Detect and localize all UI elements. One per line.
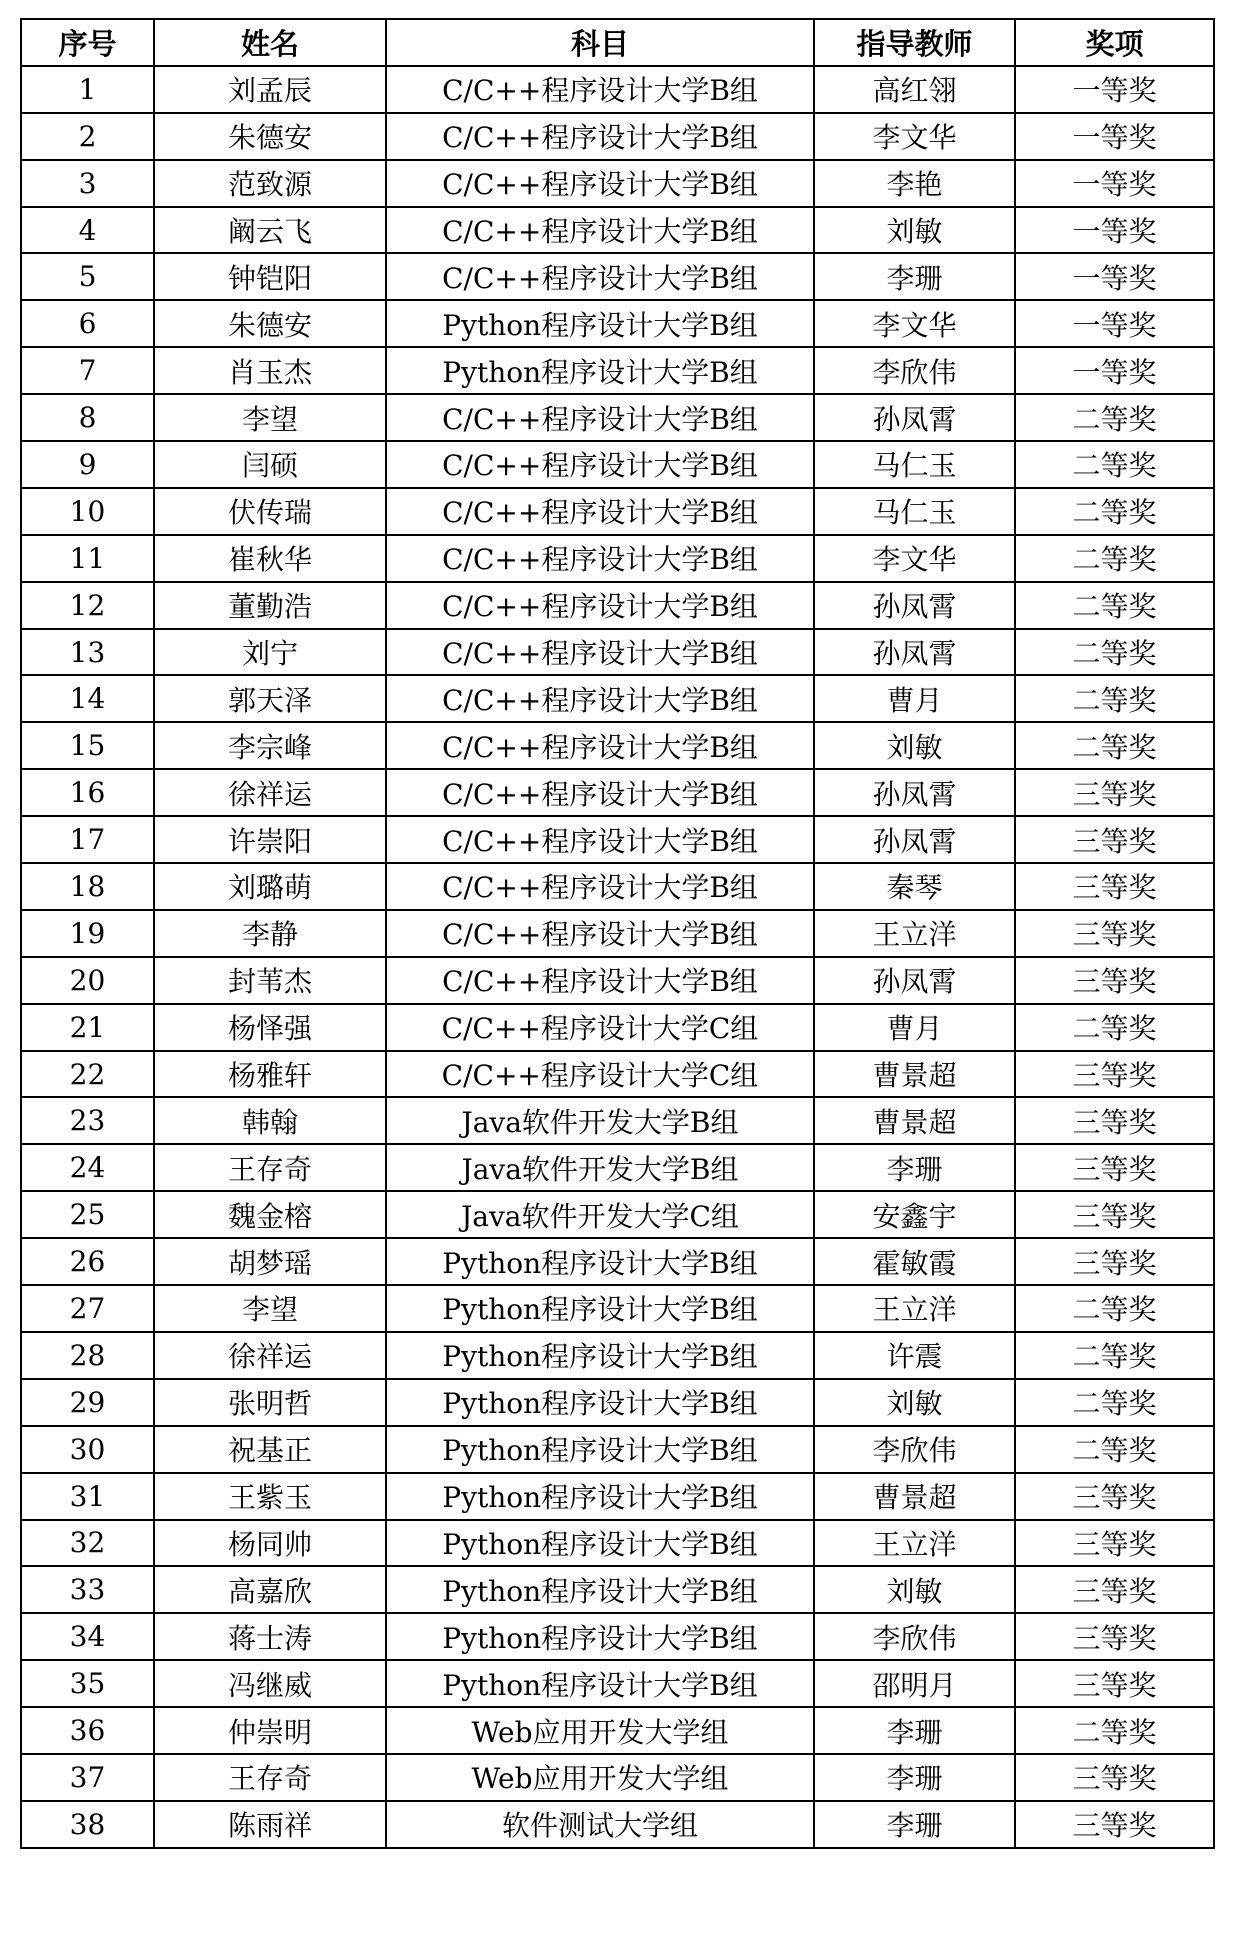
cell-serial-number: 6: [21, 300, 154, 347]
header-advisor: 指导教师: [814, 19, 1015, 66]
cell-subject: Python程序设计大学B组: [386, 1520, 814, 1567]
cell-subject: C/C++程序设计大学B组: [386, 910, 814, 957]
cell-serial-number: 30: [21, 1426, 154, 1473]
cell-serial-number: 2: [21, 113, 154, 160]
cell-serial-number: 11: [21, 535, 154, 582]
cell-name: 朱德安: [154, 113, 386, 160]
cell-award: 三等奖: [1015, 769, 1214, 816]
cell-serial-number: 12: [21, 582, 154, 629]
table-row: [21, 675, 1214, 722]
cell-award: 三等奖: [1015, 1566, 1214, 1613]
table-row: [21, 394, 1214, 441]
header-row: [21, 19, 1214, 66]
table-row: [21, 910, 1214, 957]
cell-serial-number: 28: [21, 1332, 154, 1379]
cell-advisor: 李文华: [814, 113, 1015, 160]
cell-subject: C/C++程序设计大学B组: [386, 722, 814, 769]
cell-name: 董勤浩: [154, 582, 386, 629]
cell-advisor: 孙凤霄: [814, 629, 1015, 676]
cell-advisor: 孙凤霄: [814, 816, 1015, 863]
cell-award: 一等奖: [1015, 347, 1214, 394]
cell-serial-number: 25: [21, 1191, 154, 1238]
cell-serial-number: 15: [21, 722, 154, 769]
cell-serial-number: 16: [21, 769, 154, 816]
cell-name: 肖玉杰: [154, 347, 386, 394]
table-row: [21, 1144, 1214, 1191]
cell-subject: Java软件开发大学B组: [386, 1097, 814, 1144]
table-row: [21, 347, 1214, 394]
cell-subject: C/C++程序设计大学C组: [386, 1004, 814, 1051]
cell-award: 二等奖: [1015, 1426, 1214, 1473]
table-row: [21, 1613, 1214, 1660]
table-row: [21, 1379, 1214, 1426]
cell-award: 二等奖: [1015, 722, 1214, 769]
cell-serial-number: 1: [21, 66, 154, 113]
cell-name: 封苇杰: [154, 957, 386, 1004]
cell-subject: C/C++程序设计大学B组: [386, 629, 814, 676]
table-row: [21, 1332, 1214, 1379]
cell-serial-number: 5: [21, 253, 154, 300]
cell-award: 二等奖: [1015, 488, 1214, 535]
table-row: [21, 1097, 1214, 1144]
cell-award: 三等奖: [1015, 816, 1214, 863]
table-body: [21, 66, 1214, 1848]
cell-serial-number: 8: [21, 394, 154, 441]
cell-advisor: 秦琴: [814, 863, 1015, 910]
table-row: [21, 1801, 1214, 1848]
cell-name: 冯继威: [154, 1660, 386, 1707]
cell-subject: C/C++程序设计大学B组: [386, 535, 814, 582]
cell-advisor: 刘敏: [814, 1566, 1015, 1613]
cell-name: 阚云飞: [154, 207, 386, 254]
cell-subject: Python程序设计大学B组: [386, 1613, 814, 1660]
cell-advisor: 刘敏: [814, 1379, 1015, 1426]
cell-advisor: 李珊: [814, 1754, 1015, 1801]
cell-serial-number: 23: [21, 1097, 154, 1144]
cell-award: 二等奖: [1015, 394, 1214, 441]
table-row: [21, 1051, 1214, 1098]
cell-subject: C/C++程序设计大学B组: [386, 113, 814, 160]
cell-advisor: 孙凤霄: [814, 582, 1015, 629]
table-row: [21, 535, 1214, 582]
cell-award: 二等奖: [1015, 1285, 1214, 1332]
cell-subject: Python程序设计大学B组: [386, 347, 814, 394]
cell-serial-number: 37: [21, 1754, 154, 1801]
cell-serial-number: 21: [21, 1004, 154, 1051]
table-row: [21, 113, 1214, 160]
cell-award: 三等奖: [1015, 1191, 1214, 1238]
cell-award: 三等奖: [1015, 1097, 1214, 1144]
table-row: [21, 1004, 1214, 1051]
cell-advisor: 王立洋: [814, 1520, 1015, 1567]
cell-subject: Python程序设计大学B组: [386, 1285, 814, 1332]
cell-serial-number: 22: [21, 1051, 154, 1098]
cell-serial-number: 27: [21, 1285, 154, 1332]
cell-advisor: 霍敏霞: [814, 1238, 1015, 1285]
table-row: [21, 582, 1214, 629]
cell-advisor: 李珊: [814, 1144, 1015, 1191]
cell-advisor: 李欣伟: [814, 1613, 1015, 1660]
table-row: [21, 722, 1214, 769]
cell-name: 郭天泽: [154, 675, 386, 722]
cell-subject: 软件测试大学组: [386, 1801, 814, 1848]
cell-name: 许崇阳: [154, 816, 386, 863]
cell-award: 一等奖: [1015, 66, 1214, 113]
cell-award: 一等奖: [1015, 207, 1214, 254]
table-row: [21, 253, 1214, 300]
cell-serial-number: 29: [21, 1379, 154, 1426]
cell-serial-number: 36: [21, 1707, 154, 1754]
cell-subject: Java软件开发大学B组: [386, 1144, 814, 1191]
cell-name: 杨怿强: [154, 1004, 386, 1051]
table-row: [21, 1566, 1214, 1613]
cell-advisor: 王立洋: [814, 1285, 1015, 1332]
cell-name: 伏传瑞: [154, 488, 386, 535]
cell-advisor: 李珊: [814, 1801, 1015, 1848]
table-row: [21, 300, 1214, 347]
cell-serial-number: 38: [21, 1801, 154, 1848]
cell-subject: C/C++程序设计大学B组: [386, 160, 814, 207]
cell-serial-number: 24: [21, 1144, 154, 1191]
cell-award: 二等奖: [1015, 1332, 1214, 1379]
table-row: [21, 207, 1214, 254]
cell-award: 三等奖: [1015, 1520, 1214, 1567]
cell-name: 李静: [154, 910, 386, 957]
cell-subject: C/C++程序设计大学B组: [386, 863, 814, 910]
table-row: [21, 1285, 1214, 1332]
cell-name: 李望: [154, 394, 386, 441]
cell-subject: Python程序设计大学B组: [386, 1660, 814, 1707]
cell-advisor: 许震: [814, 1332, 1015, 1379]
cell-award: 三等奖: [1015, 1660, 1214, 1707]
cell-name: 魏金榕: [154, 1191, 386, 1238]
cell-subject: Python程序设计大学B组: [386, 1566, 814, 1613]
cell-serial-number: 19: [21, 910, 154, 957]
cell-serial-number: 3: [21, 160, 154, 207]
cell-advisor: 李欣伟: [814, 347, 1015, 394]
cell-advisor: 邵明月: [814, 1660, 1015, 1707]
table-row: [21, 1238, 1214, 1285]
cell-name: 王存奇: [154, 1144, 386, 1191]
cell-name: 王存奇: [154, 1754, 386, 1801]
cell-serial-number: 20: [21, 957, 154, 1004]
cell-subject: Web应用开发大学组: [386, 1754, 814, 1801]
cell-serial-number: 10: [21, 488, 154, 535]
cell-advisor: 马仁玉: [814, 488, 1015, 535]
cell-advisor: 曹月: [814, 675, 1015, 722]
cell-advisor: 曹景超: [814, 1473, 1015, 1520]
table-row: [21, 863, 1214, 910]
cell-award: 三等奖: [1015, 1801, 1214, 1848]
cell-award: 三等奖: [1015, 863, 1214, 910]
cell-subject: C/C++程序设计大学B组: [386, 441, 814, 488]
cell-award: 一等奖: [1015, 300, 1214, 347]
cell-award: 三等奖: [1015, 1144, 1214, 1191]
cell-name: 祝基正: [154, 1426, 386, 1473]
header-name: 姓名: [154, 19, 386, 66]
cell-subject: C/C++程序设计大学B组: [386, 582, 814, 629]
cell-subject: C/C++程序设计大学B组: [386, 253, 814, 300]
table-row: [21, 816, 1214, 863]
table-row: [21, 441, 1214, 488]
cell-advisor: 刘敏: [814, 722, 1015, 769]
cell-name: 钟铠阳: [154, 253, 386, 300]
table-row: [21, 66, 1214, 113]
cell-serial-number: 33: [21, 1566, 154, 1613]
cell-serial-number: 34: [21, 1613, 154, 1660]
cell-advisor: 曹月: [814, 1004, 1015, 1051]
cell-advisor: 李珊: [814, 253, 1015, 300]
cell-award: 一等奖: [1015, 253, 1214, 300]
cell-award: 三等奖: [1015, 1051, 1214, 1098]
cell-subject: Python程序设计大学B组: [386, 1473, 814, 1520]
cell-advisor: 李文华: [814, 535, 1015, 582]
cell-serial-number: 31: [21, 1473, 154, 1520]
cell-name: 徐祥运: [154, 769, 386, 816]
cell-name: 李宗峰: [154, 722, 386, 769]
table-row: [21, 488, 1214, 535]
cell-advisor: 李文华: [814, 300, 1015, 347]
cell-serial-number: 9: [21, 441, 154, 488]
cell-advisor: 王立洋: [814, 910, 1015, 957]
cell-name: 崔秋华: [154, 535, 386, 582]
cell-subject: Python程序设计大学B组: [386, 1238, 814, 1285]
cell-advisor: 安鑫宇: [814, 1191, 1015, 1238]
cell-award: 三等奖: [1015, 957, 1214, 1004]
cell-subject: C/C++程序设计大学B组: [386, 488, 814, 535]
cell-name: 杨同帅: [154, 1520, 386, 1567]
cell-award: 三等奖: [1015, 1754, 1214, 1801]
cell-award: 二等奖: [1015, 441, 1214, 488]
cell-serial-number: 14: [21, 675, 154, 722]
cell-name: 王紫玉: [154, 1473, 386, 1520]
table-row: [21, 769, 1214, 816]
cell-subject: C/C++程序设计大学B组: [386, 675, 814, 722]
cell-subject: C/C++程序设计大学B组: [386, 394, 814, 441]
cell-subject: C/C++程序设计大学B组: [386, 66, 814, 113]
header-serial-number: 序号: [21, 19, 154, 66]
table-row: [21, 1191, 1214, 1238]
cell-name: 刘璐萌: [154, 863, 386, 910]
cell-subject: C/C++程序设计大学C组: [386, 1051, 814, 1098]
cell-name: 朱德安: [154, 300, 386, 347]
cell-serial-number: 7: [21, 347, 154, 394]
cell-subject: Python程序设计大学B组: [386, 1379, 814, 1426]
cell-award: 三等奖: [1015, 1613, 1214, 1660]
cell-award: 二等奖: [1015, 1707, 1214, 1754]
cell-award: 一等奖: [1015, 160, 1214, 207]
cell-award: 二等奖: [1015, 675, 1214, 722]
cell-advisor: 李艳: [814, 160, 1015, 207]
cell-advisor: 刘敏: [814, 207, 1015, 254]
cell-advisor: 高红翎: [814, 66, 1015, 113]
cell-subject: Python程序设计大学B组: [386, 1332, 814, 1379]
cell-subject: C/C++程序设计大学B组: [386, 957, 814, 1004]
cell-name: 张明哲: [154, 1379, 386, 1426]
header-subject: 科目: [386, 19, 814, 66]
cell-serial-number: 18: [21, 863, 154, 910]
cell-award: 三等奖: [1015, 1473, 1214, 1520]
cell-advisor: 孙凤霄: [814, 769, 1015, 816]
table-row: [21, 957, 1214, 1004]
cell-advisor: 李欣伟: [814, 1426, 1015, 1473]
cell-award: 二等奖: [1015, 1004, 1214, 1051]
cell-name: 陈雨祥: [154, 1801, 386, 1848]
cell-subject: C/C++程序设计大学B组: [386, 769, 814, 816]
cell-award: 二等奖: [1015, 582, 1214, 629]
table-row: [21, 1520, 1214, 1567]
header-award: 奖项: [1015, 19, 1214, 66]
cell-name: 仲崇明: [154, 1707, 386, 1754]
cell-subject: Java软件开发大学C组: [386, 1191, 814, 1238]
cell-name: 范致源: [154, 160, 386, 207]
cell-name: 刘孟辰: [154, 66, 386, 113]
cell-subject: C/C++程序设计大学B组: [386, 207, 814, 254]
cell-serial-number: 4: [21, 207, 154, 254]
table-row: [21, 1426, 1214, 1473]
cell-name: 徐祥运: [154, 1332, 386, 1379]
cell-serial-number: 32: [21, 1520, 154, 1567]
cell-award: 三等奖: [1015, 910, 1214, 957]
cell-advisor: 孙凤霄: [814, 957, 1015, 1004]
cell-advisor: 马仁玉: [814, 441, 1015, 488]
cell-name: 刘宁: [154, 629, 386, 676]
cell-name: 蒋士涛: [154, 1613, 386, 1660]
cell-award: 二等奖: [1015, 535, 1214, 582]
cell-advisor: 李珊: [814, 1707, 1015, 1754]
cell-name: 杨雅轩: [154, 1051, 386, 1098]
cell-advisor: 曹景超: [814, 1051, 1015, 1098]
cell-advisor: 曹景超: [814, 1097, 1015, 1144]
cell-subject: C/C++程序设计大学B组: [386, 816, 814, 863]
table-row: [21, 629, 1214, 676]
table-row: [21, 1754, 1214, 1801]
cell-subject: Web应用开发大学组: [386, 1707, 814, 1754]
cell-serial-number: 17: [21, 816, 154, 863]
cell-name: 胡梦瑶: [154, 1238, 386, 1285]
award-table: [20, 18, 1215, 1849]
cell-serial-number: 13: [21, 629, 154, 676]
table-row: [21, 1707, 1214, 1754]
cell-subject: Python程序设计大学B组: [386, 300, 814, 347]
table-row: [21, 160, 1214, 207]
table-row: [21, 1473, 1214, 1520]
cell-name: 李望: [154, 1285, 386, 1332]
cell-subject: Python程序设计大学B组: [386, 1426, 814, 1473]
cell-advisor: 孙凤霄: [814, 394, 1015, 441]
cell-award: 二等奖: [1015, 629, 1214, 676]
cell-name: 闫硕: [154, 441, 386, 488]
cell-award: 一等奖: [1015, 113, 1214, 160]
cell-serial-number: 35: [21, 1660, 154, 1707]
cell-award: 三等奖: [1015, 1238, 1214, 1285]
cell-serial-number: 26: [21, 1238, 154, 1285]
cell-award: 二等奖: [1015, 1379, 1214, 1426]
table-row: [21, 1660, 1214, 1707]
cell-name: 韩翰: [154, 1097, 386, 1144]
cell-name: 高嘉欣: [154, 1566, 386, 1613]
